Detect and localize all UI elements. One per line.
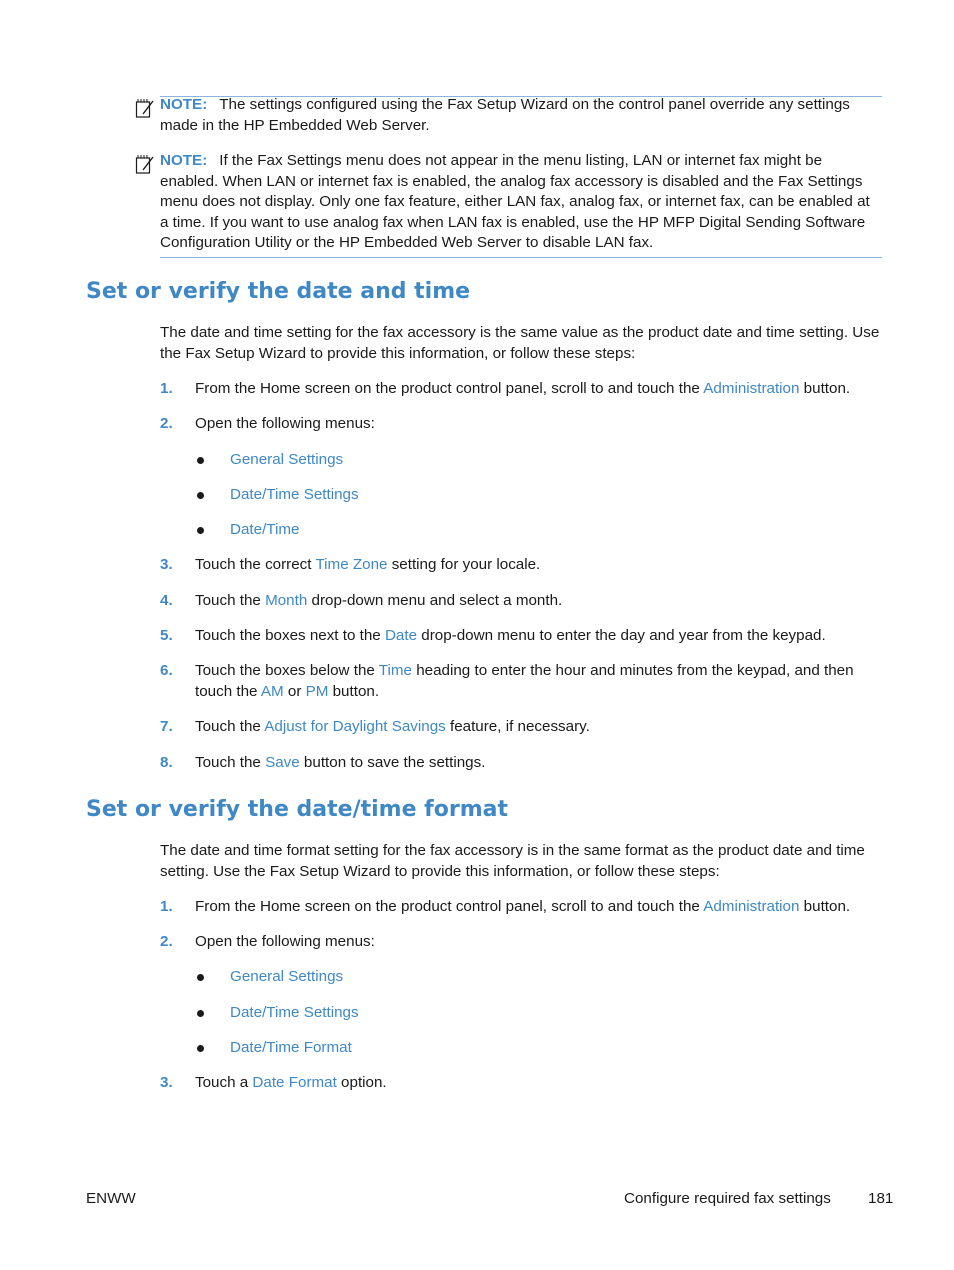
step-number: 1.	[160, 380, 173, 397]
step-number: 7.	[160, 718, 173, 735]
note-2	[160, 151, 882, 254]
note-bottom-rule	[160, 257, 882, 258]
footer-section-title: Configure required fax settings	[624, 1190, 831, 1207]
ui-term: AM	[260, 682, 284, 700]
ui-term: Administration	[703, 898, 800, 915]
step-text: Open the following menus:	[195, 933, 375, 950]
note-body: The settings configured using the Fax Setup Wizard on the control panel override any settings made in the HP Embedded Web Server.	[160, 96, 850, 134]
bullet-icon	[197, 457, 204, 464]
menu-item: Date/Time	[230, 521, 300, 538]
step-text: Touch the Adjust for Daylight Savings feature, if necessary.	[195, 718, 590, 735]
step-text: Touch a Date Format option.	[195, 1074, 387, 1091]
intro-paragraph: The date and time setting for the fax accessory is the same value as the product date and time setting. Use the Fax Setup Wizard to provide this information, or follow these steps:	[160, 324, 880, 362]
menu-item: Date/Time Settings	[230, 1004, 359, 1021]
note-1	[160, 95, 882, 136]
note-label: NOTE:	[160, 96, 208, 113]
note-icon	[135, 97, 155, 119]
bullet-icon	[197, 1010, 204, 1017]
step-number: 4.	[160, 592, 173, 609]
step-text: Touch the Save button to save the settings.	[195, 754, 486, 771]
note-label: NOTE:	[160, 152, 208, 169]
ui-term: Save	[265, 754, 300, 771]
step-text: From the Home screen on the product control panel, scroll to and touch the Administration button.	[195, 898, 851, 915]
ui-term: Adjust for Daylight Savings	[264, 718, 446, 735]
bullet-icon	[197, 492, 204, 499]
page-number: 181	[868, 1190, 894, 1207]
ui-term: Time	[378, 662, 412, 679]
step-text: Open the following menus:	[195, 415, 375, 432]
menu-item: Date/Time Settings	[230, 486, 359, 503]
menu-item: General Settings	[230, 968, 344, 985]
ui-term: Date	[384, 627, 418, 644]
step-number: 1.	[160, 898, 173, 915]
ui-term: Month	[265, 592, 308, 609]
step-number: 6.	[160, 662, 173, 679]
intro-paragraph: The date and time format setting for the fax accessory is in the same format as the product date and time setting. Use the Fax Setup Wizard to provide this information, or follow these steps:	[160, 842, 865, 880]
ui-term: PM	[305, 682, 329, 700]
step-number: 2.	[160, 933, 173, 950]
note-icon	[135, 153, 155, 175]
step-number: 2.	[160, 415, 173, 432]
ui-term: Date Format	[252, 1074, 337, 1091]
bullet-icon	[197, 974, 204, 981]
section-heading: Set or verify the date and time	[86, 279, 471, 304]
ui-term: Time Zone	[315, 556, 388, 573]
menu-item: General Settings	[230, 451, 344, 468]
step-text: From the Home screen on the product control panel, scroll to and touch the Administration button.	[195, 380, 851, 397]
step-text: Touch the Month drop-down menu and select a month.	[195, 592, 563, 609]
step-number: 8.	[160, 754, 173, 771]
step-number: 3.	[160, 556, 173, 573]
step-text: Touch the boxes below the Time heading to enter the hour and minutes from the keypad, and then touch the AM or PM button.	[195, 662, 854, 700]
ui-term: Administration	[703, 380, 800, 397]
step-text: Touch the correct Time Zone setting for your locale.	[195, 556, 541, 573]
footer-left: ENWW	[86, 1190, 136, 1207]
section-heading: Set or verify the date/time format	[86, 797, 508, 822]
step-number: 3.	[160, 1074, 173, 1091]
bullet-icon	[197, 1045, 204, 1052]
step-text: Touch the boxes next to the Date drop-down menu to enter the day and year from the keypad.	[195, 627, 826, 644]
bullet-icon	[197, 527, 204, 534]
step-number: 5.	[160, 627, 173, 644]
menu-item: Date/Time Format	[230, 1039, 352, 1056]
note-body: If the Fax Settings menu does not appear in the menu listing, LAN or internet fax might be enabled. When LAN or internet fax is enabled, the analog fax accessory is disabled and the Fax Settings menu does not display. Only one fax feature, either LAN fax, analog fax, or internet fax, can be enabled at a time. If you want to use analog fax when LAN fax is enabled, use the HP MFP Digital Sending Software Configuration Utility or the HP Embedded Web Server to disable LAN fax.	[160, 152, 870, 251]
